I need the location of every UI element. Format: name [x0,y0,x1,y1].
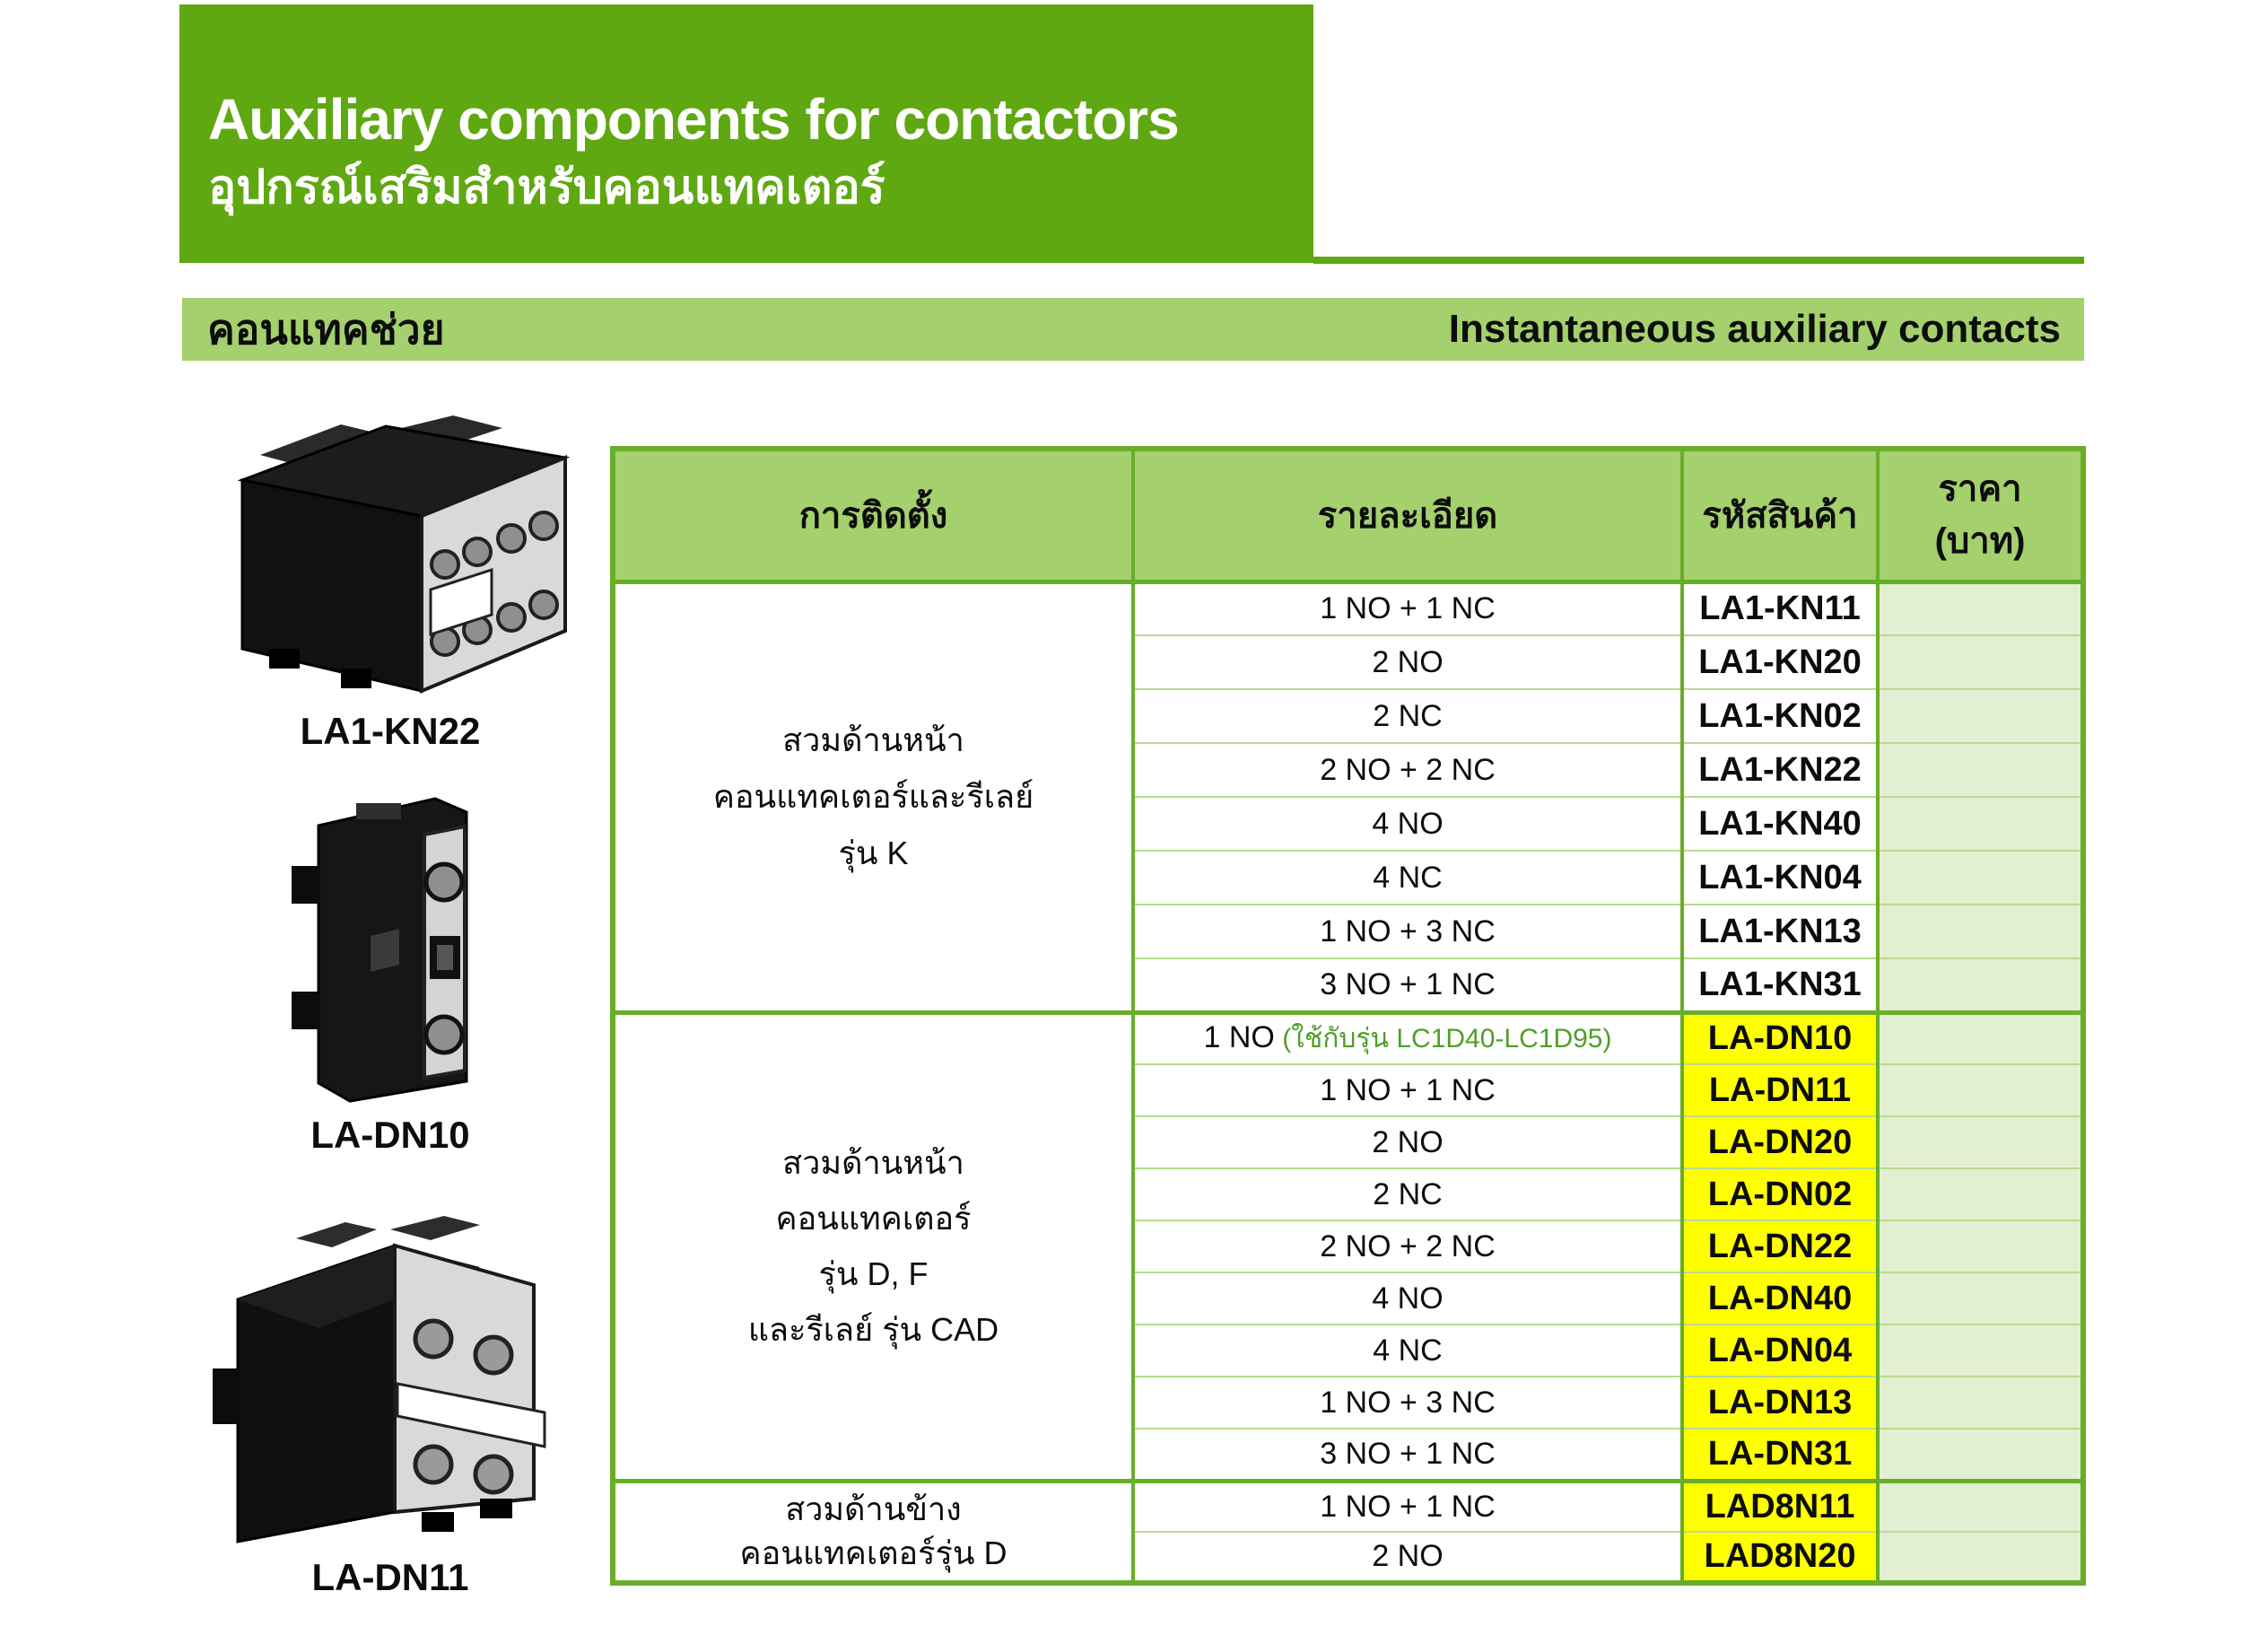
page-subtitle-thai: อุปกรณ์เสริมสำหรับคอนแทคเตอร์ [208,162,885,214]
product-code-cell: LA1-KN22 [1682,743,1878,797]
product-code-cell: LA-DN02 [1682,1168,1878,1220]
product-code-cell: LA1-KN02 [1682,689,1878,743]
price-cell [1878,1012,2083,1064]
product-code-cell: LA1-KN20 [1682,635,1878,689]
description-cell: 2 NO + 2 NC [1133,743,1682,797]
installation-cell: สวมด้านหน้า คอนแทคเตอร์ รุ่น D, F และรีเลย์ รุ่น CAD [613,1012,1133,1481]
contactor-block-side-icon [256,785,525,1108]
product-figure-la-dn10 [238,785,543,1157]
price-cell [1878,905,2083,958]
description-cell: 3 NO + 1 NC [1133,1429,1682,1481]
description-cell: 1 NO + 1 NC [1133,1064,1682,1116]
price-cell [1878,1377,2083,1429]
catalog-table [610,446,2086,1586]
product-code-cell: LA1-KN31 [1682,958,1878,1012]
price-cell [1878,689,2083,743]
header-price-line2: (บาท) [1934,521,2026,562]
section-title-thai: คอนแทคช่วย [207,305,445,353]
product-code-cell: LA-DN31 [1682,1429,1878,1481]
product-code-cell: LA-DN13 [1682,1377,1878,1429]
description-cell: 2 NO + 2 NC [1133,1220,1682,1272]
product-code-cell: LA1-KN40 [1682,797,1878,851]
price-cell [1878,1272,2083,1325]
description-cell: 2 NO [1133,635,1682,689]
product-code-cell: LA-DN20 [1682,1116,1878,1168]
product-code-cell: LA1-KN11 [1682,581,1878,635]
description-cell: 4 NC [1133,1325,1682,1377]
product-figure-la-dn11 [202,1202,579,1599]
price-cell [1878,743,2083,797]
price-cell [1878,797,2083,851]
product-code-cell: LA1-KN04 [1682,851,1878,905]
header-description: รายละเอียด [1133,449,1682,581]
price-cell [1878,1064,2083,1116]
contactor-block-front-icon [211,1202,570,1543]
product-code-cell: LA-DN22 [1682,1220,1878,1272]
price-cell [1878,1168,2083,1220]
price-cell [1878,635,2083,689]
product-label-la-dn11: LA-DN11 [311,1556,469,1598]
section-bar [182,298,2084,361]
description-cell: 1 NO + 1 NC [1133,581,1682,635]
description-cell: 1 NO + 3 NC [1133,905,1682,958]
installation-cell: สวมด้านข้าง คอนแทคเตอร์รุ่น D [613,1481,1133,1583]
description-cell: 1 NO (ใช้กับรุ่น LC1D40-LC1D95) [1133,1012,1682,1064]
description-cell: 4 NO [1133,1272,1682,1325]
price-cell [1878,851,2083,905]
description-cell: 2 NO [1133,1532,1682,1583]
product-code-cell: LA-DN40 [1682,1272,1878,1325]
table-row [613,1481,2083,1532]
product-code-cell: LA1-KN13 [1682,905,1878,958]
description-cell: 2 NO [1133,1116,1682,1168]
header-underline [1313,257,2084,264]
header-banner [179,4,1313,263]
table-row [613,581,2083,635]
product-code-cell: LA-DN04 [1682,1325,1878,1377]
product-code-cell: LA-DN11 [1682,1064,1878,1116]
product-code-cell: LA-DN10 [1682,1012,1878,1064]
header-product-code: รหัสสินค้า [1682,449,1878,581]
contactor-block-iso-icon [206,399,574,695]
description-note: (ใช้กับรุ่น LC1D40-LC1D95) [1274,1024,1612,1054]
price-cell [1878,1481,2083,1532]
price-cell [1878,1220,2083,1272]
installation-cell: สวมด้านหน้า คอนแทคเตอร์และรีเลย์ รุ่น K [613,581,1133,1012]
table-header-row [613,449,2083,581]
price-cell [1878,958,2083,1012]
product-code-cell: LAD8N11 [1682,1481,1878,1532]
description-cell: 4 NO [1133,797,1682,851]
description-cell: 1 NO + 1 NC [1133,1481,1682,1532]
price-cell [1878,581,2083,635]
price-cell [1878,1325,2083,1377]
header-installation: การติดตั้ง [613,449,1133,581]
page-title: Auxiliary components for contactors [208,87,1179,152]
price-cell [1878,1116,2083,1168]
product-label-la-dn10: LA-DN10 [310,1114,470,1156]
description-cell: 4 NC [1133,851,1682,905]
section-title-english: Instantaneous auxiliary contacts [1448,307,2061,351]
table-row [613,1012,2083,1064]
header-price [1878,449,2083,581]
price-cell [1878,1429,2083,1481]
product-label-la1-kn22: LA1-KN22 [300,710,481,752]
header-price-line1: ราคา [1938,469,2022,510]
description-cell: 3 NO + 1 NC [1133,958,1682,1012]
description-cell: 2 NC [1133,1168,1682,1220]
description-cell: 1 NO + 3 NC [1133,1377,1682,1429]
product-code-cell: LAD8N20 [1682,1532,1878,1583]
price-cell [1878,1532,2083,1583]
description-cell: 2 NC [1133,689,1682,743]
product-figure-la1-kn22 [193,399,588,753]
